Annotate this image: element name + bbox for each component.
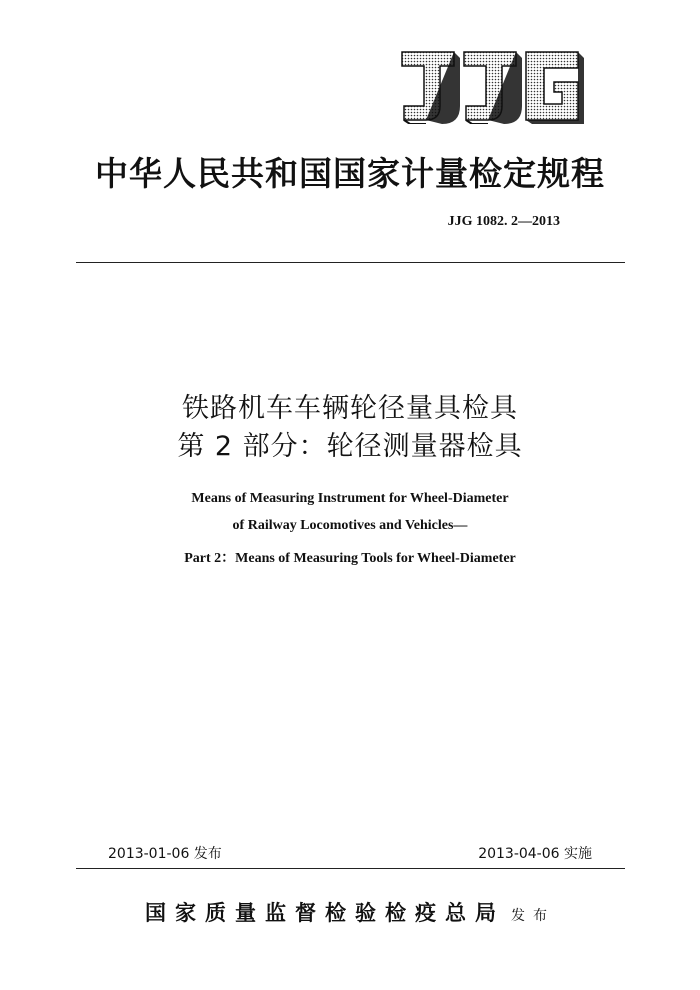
document-code: JJG 1082. 2—2013: [447, 214, 560, 229]
en-title-line-2: of Railway Locomotives and Vehicles—: [232, 518, 468, 533]
issuer-suffix: 发布: [511, 908, 555, 924]
en-title-line-1: Means of Measuring Instrument for Wheel-Diameter: [191, 491, 509, 506]
jjg-logo: [398, 48, 588, 124]
en-title-line-3: Part 2：Means of Measuring Tools for Wheel-Diameter: [184, 551, 516, 566]
issuer-line: [0, 897, 700, 927]
cn-title-line-2: 第 2 部分：轮径测量器检具: [177, 431, 523, 462]
implementation-date: 2013-04-06 实施: [478, 846, 592, 862]
regulation-type-title: 中华人民共和国国家计量检定规程: [95, 154, 605, 193]
logo-letter-j1: [402, 52, 460, 124]
logo-letter-j2: [464, 52, 522, 124]
cn-title-line-1: 铁路机车车辆轮径量具检具: [182, 393, 518, 424]
issue-date: 2013-01-06 发布: [108, 846, 222, 862]
logo-letter-g: [526, 52, 584, 124]
issuer-name: 国家质量监督检验检疫总局: [145, 900, 505, 925]
bottom-divider: [76, 868, 625, 869]
top-divider: [76, 262, 625, 263]
